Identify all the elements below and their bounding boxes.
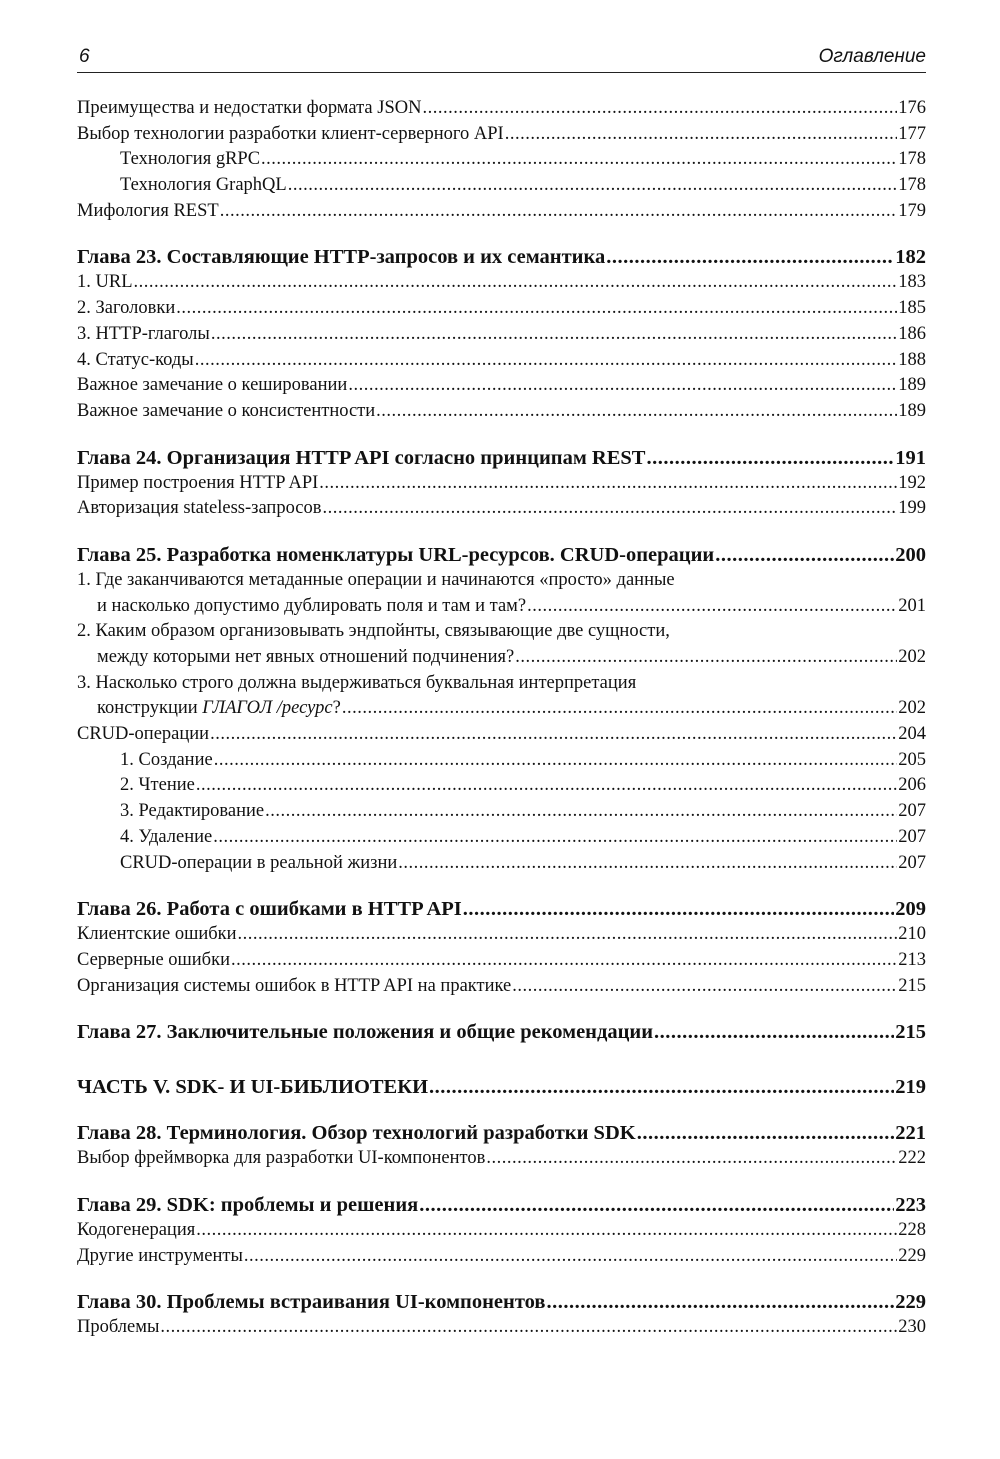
toc-page-number: 230 [898,1317,926,1338]
toc-chapter[interactable] [77,244,926,270]
toc-entry-title [120,825,212,851]
toc-entry-title [77,542,714,568]
toc-entry[interactable] [77,1218,926,1244]
toc-entry[interactable] [77,496,926,522]
toc-entry[interactable] [77,173,926,199]
dot-leader [486,1146,897,1172]
toc-entry-title-italic: ГЛАГОЛ /ресурс [202,698,333,719]
toc-entry-text: Технология GraphQL [120,175,287,196]
dot-leader [419,1192,894,1218]
toc-entry-text: CRUD-операции в реальной жизни [120,852,398,873]
toc-entry-line[interactable] [77,619,926,645]
toc-page-number: 201 [898,595,926,616]
toc-page-number: 229 [898,1245,926,1266]
dot-leader [512,974,897,1000]
toc-entry[interactable] [77,122,926,148]
toc-entry-title [120,173,287,199]
dot-leader [654,1019,894,1045]
toc-entry-text: 1. URL [77,272,133,293]
toc-entry-title [77,722,209,748]
toc-entry-title [77,296,175,322]
toc-entry[interactable] [77,773,926,799]
toc-entry-title [77,1019,653,1045]
toc-entry-title [77,1192,418,1218]
toc-chapter[interactable] [77,542,926,568]
toc-entry-text: Кодогенерация [77,1219,196,1240]
toc-page-number: 209 [895,898,926,921]
toc-entry-title [77,1289,545,1315]
toc-entry[interactable] [77,1315,926,1341]
dot-leader [505,122,898,148]
toc-entry-title [77,1315,159,1341]
toc-entry[interactable] [77,199,926,225]
toc-entry[interactable] [77,696,926,722]
dot-leader [261,147,897,173]
toc-entry[interactable] [77,1244,926,1270]
toc-entry-text: Глава 27. Заключительные положения и общие рекомендации [77,1021,654,1044]
toc-entry-title [97,696,341,722]
toc-page-number: 199 [898,498,926,519]
toc-entry-title [97,594,526,620]
toc-page-number: 213 [898,949,926,970]
toc-page-number: 223 [895,1193,926,1216]
toc-page-number: 189 [898,400,926,421]
dot-leader [606,244,894,270]
toc-entry-text: Проблемы [77,1317,160,1338]
toc-page-number: 207 [898,826,926,847]
toc-page-number: 188 [898,349,926,370]
toc-entry-title [77,471,318,497]
toc-entry-title [77,373,347,399]
toc-entry-text: Глава 26. Работа с ошибками в HTTP API [77,898,462,921]
toc-entry[interactable] [77,270,926,296]
toc-entry-text: Глава 28. Терминология. Обзор технологий разработки SDK [77,1122,636,1145]
toc-entry-text: Глава 24. Организация HTTP API согласно принципам REST [77,446,646,469]
toc-page-number: 207 [898,852,926,873]
toc-page-number: 222 [898,1148,926,1169]
toc-entry-text: Важное замечание о кешировании [77,375,348,396]
toc-chapter[interactable] [77,1192,926,1218]
toc-entry-text: Глава 30. Проблемы встраивания UI-компонентов [77,1291,546,1314]
toc-entry-title [77,974,511,1000]
dot-leader [265,799,897,825]
dot-leader [398,851,897,877]
toc-entry-title [77,322,210,348]
toc-entry-title [77,348,194,374]
toc-entry-title: 3. Насколько строго должна выдерживаться буквальная интерпретация [77,672,637,693]
dot-leader [244,1244,897,1270]
toc-entry-title [77,1074,428,1100]
toc-page-number: 202 [898,698,926,719]
toc-page-number: 179 [898,200,926,221]
dot-leader [160,1315,897,1341]
toc-page-number: 191 [895,446,926,469]
toc-entry-text: Глава 29. SDK: проблемы и решения [77,1193,419,1216]
toc-entry-text: Другие инструменты [77,1245,243,1266]
toc-entry-text: Серверные ошибки [77,949,230,970]
toc-entry-text: Выбор технологии разработки клиент-серверного API [77,123,504,144]
toc-entry-title [77,496,321,522]
toc-entry-title [120,799,264,825]
toc-entry-title [77,948,230,974]
toc-entry-title [120,773,195,799]
toc-entry-text: 4. Статус-коды [77,349,194,370]
toc-page-number: 178 [898,149,926,170]
toc-entry[interactable] [77,645,926,671]
toc-page-number: 207 [898,801,926,822]
dot-leader [196,1218,897,1244]
toc-entry-text: Глава 25. Разработка номенклатуры URL-ресурсов. CRUD-операции [77,543,715,566]
toc-entry-title [120,851,397,877]
dot-leader [238,922,898,948]
dot-leader [288,173,898,199]
toc-entry[interactable] [77,799,926,825]
dot-leader [195,348,898,374]
dot-leader [515,645,897,671]
toc-entry[interactable] [77,722,926,748]
toc-entry-title [77,1244,243,1270]
toc-entry-text: Преимущества и недостатки формата JSON [77,98,422,118]
toc-page-number: 221 [895,1122,926,1145]
toc-page-number: 192 [898,472,926,493]
toc-page-number: 219 [895,1076,926,1099]
toc-entry-text: Пример построения HTTP API [77,472,319,493]
toc-page-number: 185 [898,298,926,319]
running-title: Оглавление [818,46,926,67]
toc-entry-title-cont: ? [332,698,341,719]
toc-entry-text: Организация системы ошибок в HTTP API на практике [77,975,512,996]
toc-entry-text: Важное замечание о консистентности [77,400,376,421]
dot-leader [546,1289,894,1315]
toc-page-number: 176 [898,98,926,118]
toc-entry-text: 3. HTTP-глаголы [77,323,210,344]
toc-entry-title [77,399,375,425]
dot-leader [210,722,897,748]
page-number: 6 [79,46,90,67]
dot-leader [196,773,897,799]
toc-entry-title [77,96,421,122]
toc-page-number: 204 [898,724,926,745]
table-of-contents [77,96,926,1341]
toc-entry-text: 4. Удаление [120,826,213,847]
dot-leader [231,948,897,974]
toc-entry[interactable] [77,322,926,348]
toc-entry-title [77,199,219,225]
toc-entry[interactable] [77,1146,926,1172]
toc-entry-title [97,645,514,671]
toc-entry-text: 2. Чтение [120,775,195,796]
toc-entry-title [77,896,462,922]
dot-leader [211,322,897,348]
toc-entry-text: 3. Редактирование [120,801,265,822]
dot-leader [322,496,897,522]
dot-leader [463,896,894,922]
toc-page-number: 177 [898,123,926,144]
toc-entry-text: 1. Создание [120,749,213,770]
dot-leader [213,825,897,851]
toc-entry[interactable] [77,471,926,497]
dot-leader [134,270,898,296]
toc-entry-title [77,445,645,471]
toc-entry-title [77,1146,485,1172]
toc-entry-text: ЧАСТЬ V. SDK- И UI-БИБЛИОТЕКИ [77,1076,429,1099]
toc-chapter[interactable] [77,1289,926,1315]
dot-leader [637,1120,895,1146]
dot-leader [319,471,897,497]
dot-leader [715,542,894,568]
toc-entry[interactable] [77,373,926,399]
toc-entry-text: Авторизация stateless-запросов [77,498,322,519]
dot-leader [214,748,898,774]
dot-leader [422,96,897,122]
toc-entry-text: Технология gRPC [120,149,261,170]
toc-page-number: 210 [898,924,926,945]
toc-page-number: 200 [895,543,926,566]
toc-page-number: 215 [898,975,926,996]
toc-entry-title [77,1120,636,1146]
toc-entry[interactable] [77,96,926,122]
toc-entry[interactable] [77,147,926,173]
toc-entry-title [77,244,605,270]
toc-page-number: 183 [898,272,926,293]
toc-page-number: 182 [895,246,926,269]
toc-page-number: 205 [898,749,926,770]
toc-entry-text: Клиентские ошибки [77,924,237,945]
toc-page-number: 178 [898,175,926,196]
toc-entry-title [77,922,237,948]
toc-entry[interactable] [77,348,926,374]
toc-entry-title [120,147,260,173]
toc-chapter[interactable] [77,445,926,471]
toc-entry[interactable] [77,594,926,620]
toc-page-number: 202 [898,647,926,667]
toc-entry-line[interactable] [77,671,926,697]
toc-entry-title [77,1218,195,1244]
dot-leader [220,199,898,225]
toc-page-number: 189 [898,375,926,396]
toc-page-number: 229 [895,1291,926,1314]
toc-entry-text: CRUD-операции [77,724,210,745]
toc-page-number: 206 [898,775,926,796]
toc-entry[interactable] [77,851,926,877]
toc-chapter[interactable] [77,896,926,922]
toc-entry-title [120,748,213,774]
toc-entry[interactable] [77,974,926,1000]
dot-leader [376,399,897,425]
dot-leader [342,696,897,722]
toc-entry[interactable] [77,296,926,322]
dot-leader [176,296,897,322]
running-header [77,46,926,73]
toc-entry-title-cont: между которыми нет явных отношений подчинения? [97,647,515,667]
toc-entry-text: Выбор фреймворка для разработки UI-компонентов [77,1148,486,1169]
dot-leader [429,1074,894,1100]
toc-entry-title [77,122,504,148]
toc-entry-text: Глава 23. Составляющие HTTP-запросов и их семантика [77,246,606,269]
dot-leader [348,373,897,399]
toc-part[interactable] [77,1074,926,1100]
toc-entry-title [77,270,133,296]
toc-entry[interactable] [77,748,926,774]
toc-chapter[interactable] [77,1120,926,1146]
toc-entry-text: Мифология REST [77,200,219,221]
dot-leader [646,445,894,471]
toc-entry-title-cont: и насколько допустимо дублировать поля и там и там? [97,595,527,616]
toc-entry-title-cont: конструкции [97,698,203,719]
toc-page-number: 228 [898,1219,926,1240]
toc-entry[interactable] [77,825,926,851]
dot-leader [527,594,897,620]
toc-page-number: 215 [895,1021,926,1044]
toc-page-number: 186 [898,323,926,344]
toc-entry[interactable] [77,948,926,974]
toc-chapter[interactable] [77,1019,926,1045]
toc-entry-text: 2. Заголовки [77,298,176,319]
toc-entry[interactable] [77,399,926,425]
toc-entry-line[interactable] [77,568,926,594]
toc-entry-title: 2. Каким образом организовывать эндпойнты, связывающие две сущности, [77,621,670,642]
toc-entry[interactable] [77,922,926,948]
toc-entry-title: 1. Где заканчиваются метаданные операции и начинаются «просто» данные [77,569,675,590]
